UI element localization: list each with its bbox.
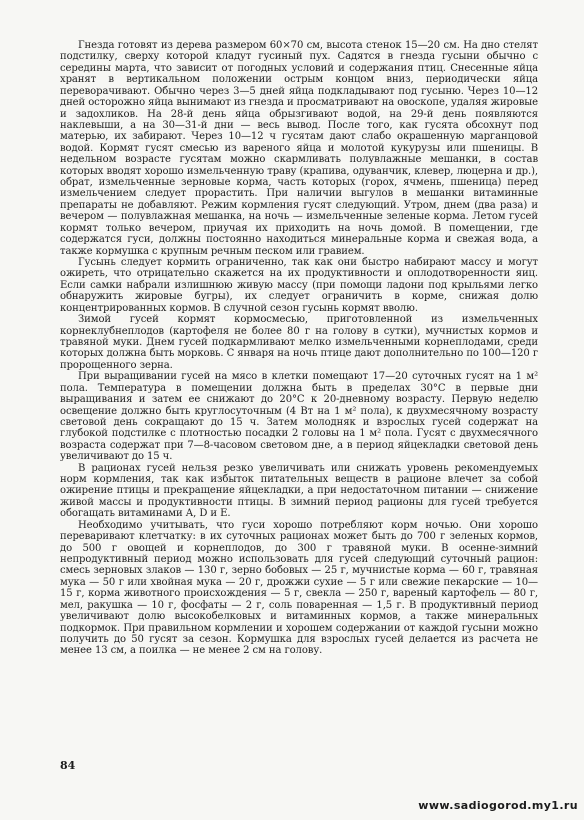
paragraph-nests-and-goslings: Гнезда готовят из дерева размером 60×70 см, высота стенок 15—20 см. На дно стелят подстилку, сверху которой кладут гусиный пух. Садятся в гнезда гусыни обычно с середины марта, что зависит от погодных условий и содержания птиц. Снесенные яйца хранят в вертикальном положении острым концом вниз, периодически яйца переворачивают. Обычно через 3—5 дней яйца подкладывают под гусыню. Через 10—12 дней осторожно яйца вынимают из гнезда и просматривают на овоскопе, удаляя жировые и задохликов. На 28-й день яйца обрызгивают водой, на 29-й день появляются наклевыши, а на 30—31-й дни — весь вывод. После того, как гусята обсохнут под матерью, их забирают. Через 10—12 ч гусятам дают слабо окрашенную марганцовой водой. Кормят гусят смесью из вареного яйца и молотой кукурузы или пшеницы. В недельном возрасте гусятам можно скармливать полувлажные мешанки, в состав которых вводят хорошо измельченную траву (крапива, одуванчик, клевер, люцерна и др.), обрат, измельченные зерновые корма, часть которых (горох, ячмень, пшеница) перед измельчением следует прорастить. При наличии выгулов в мешанки витаминные препараты не добавляют. Режим кормления гусят следующий. Утром, днем (два раза) и вечером — полувлажная мешанка, на ночь — измельченные зеленые корма. Летом гусей кормят только вечером, приучая их приходить на ночь домой. В помещении, где содержатся гуси, должны постоянно находиться минеральные корма и свежая вода, а также кормушка с крупным речным песком или гравием.: [60, 40, 538, 257]
paragraph-daily-ration: Необходимо учитывать, что гуси хорошо потребляют корм ночью. Они хорошо переваривают клетчатку: в их суточных рационах может быть до 700 г зеленых кормов, до 500 г овощей и корнеплодов, до 300 г травяной муки. В осенне-зимний непродуктивный период можно использовать для гусей следующий суточный рацион: смесь зерновых злаков — 130 г, зерно бобовых — 25 г, мучнистые корма — 60 г, травяная мука — 50 г или хвойная мука — 20 г, дрожжи сухие — 5 г или свежие пекарские — 10—15 г, корма животного происхождения — 5 г, свекла — 250 г, вареный картофель — 80 г, мел, ракушка — 10 г, фосфаты — 2 г, соль поваренная — 1,5 г. В продуктивный период увеличивают долю высокобелковых и витаминных кормов, а также минеральных подкормок. При правильном кормлении и хорошем содержании от каждой гусыни можно получить до 50 гусят за сезон. Кормушка для взрослых гусей делается из расчета не менее 13 см, а поилка — не менее 2 см на голову.: [60, 519, 538, 657]
page-body-text: [60, 40, 538, 657]
paragraph-feeding-geese: Гусынь следует кормить ограниченно, так как они быстро набирают массу и могут ожиреть, что отрицательно скажется на их продуктивности и оплодотворенности яиц. Если самки набрали излишнюю живую массу (при помощи ладони под крыльями легко обнаружить жировые бугры), их следует ограничить в корме, снижая долю концентрированных кормов. В случной сезон гусынь кормят вволю.: [60, 257, 538, 314]
page-number: 84: [60, 759, 76, 772]
paragraph-winter-feeding: Зимой гусей кормят кормосмесью, приготовленной из измельченных корнеклубнеплодов (картофеля не более 80 г на голову в сутки), мучнистых кормов и травяной муки. Днем гусей подкармливают мелко измельченными корнеплодами, среди которых должна быть морковь. С января на ночь птице дают дополнительно по 100—120 г пророщенного зерна.: [60, 314, 538, 371]
paragraph-meat-rearing: При выращивании гусей на мясо в клетки помещают 17—20 суточных гусят на 1 м² пола. Температура в помещении должна быть в пределах 30°С в первые дни выращивания и затем ее снижают до 20°С к 20-дневному возрасту. Первую неделю освещение должно быть круглосуточным (4 Вт на 1 м² пола), к двухмесячному возрасту световой день сокращают до 15 ч. Затем молодняк и взрослых гусей содержат на глубокой подстилке с плотностью посадки 2 головы на 1 м² пола. Гусят с двухмесячного возраста содержат при 7—8-часовом световом дне, а в период яйцекладки световой день увеличивают до 15 ч.: [60, 371, 538, 463]
paragraph-rations: В рационах гусей нельзя резко увеличивать или снижать уровень рекомендуемых норм кормления, так как избыток питательных веществ в рационе влечет за собой ожирение птицы и прекращение яйцекладки, а при недостаточном питании — снижение живой массы и продуктивности птицы. В зимний период рационы для гусей требуется обогащать витаминами А, D и Е.: [60, 462, 538, 520]
site-watermark: www.sadiogorod.my1.ru: [418, 799, 578, 812]
